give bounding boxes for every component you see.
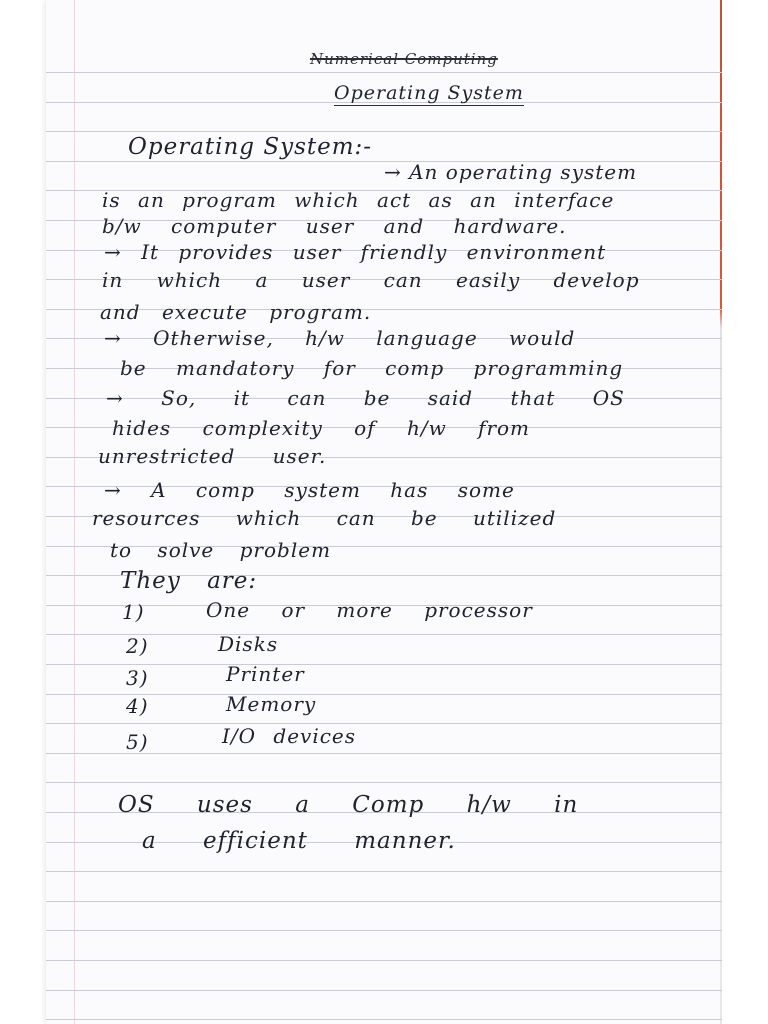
- text-line: unrestricted user.: [98, 444, 327, 468]
- ruled-line: [46, 960, 722, 961]
- ruled-line: [46, 782, 722, 783]
- list-number: 2): [126, 634, 149, 658]
- ruled-line: [46, 930, 722, 931]
- list-item: One or more processor: [206, 598, 533, 622]
- text-line: is an program which act as an interface: [102, 188, 615, 212]
- ruled-line: [46, 901, 722, 902]
- text-line: → So, it can be said that OS: [106, 386, 625, 410]
- text-line: hides complexity of h/w from: [112, 416, 531, 440]
- text-line: → An operating system: [384, 160, 638, 184]
- notebook-page: [46, 0, 722, 1024]
- struck-subject: Numerical Computing: [310, 50, 498, 68]
- conclusion-line: a efficient manner.: [142, 828, 456, 854]
- list-number: 1): [122, 600, 145, 624]
- text-line: They are:: [120, 568, 258, 594]
- list-item: Memory: [226, 692, 317, 716]
- ruled-line: [46, 990, 722, 991]
- text-line: and execute program.: [100, 300, 372, 324]
- list-number: 4): [126, 694, 149, 718]
- text-line: be mandatory for comp programming: [120, 356, 624, 380]
- text-line: → It provides user friendly environment: [104, 240, 607, 264]
- list-item: I/O devices: [222, 724, 357, 748]
- list-item: Printer: [226, 662, 305, 686]
- text-line: → Otherwise, h/w language would: [104, 326, 576, 350]
- text-line: b/w computer user and hardware.: [102, 214, 567, 238]
- ruled-line: [46, 871, 722, 872]
- ruled-line: [46, 664, 722, 665]
- text-line: resources which can be utilized: [92, 506, 557, 530]
- ruled-line: [46, 131, 722, 132]
- ruled-line: [46, 72, 722, 73]
- ruled-line: [46, 1019, 722, 1020]
- text-line: in which a user can easily develop: [102, 268, 640, 292]
- list-number: 5): [126, 730, 149, 754]
- list-number: 3): [126, 666, 149, 690]
- text-line: → A comp system has some: [104, 478, 515, 502]
- section-heading: Operating System:-: [128, 134, 373, 160]
- conclusion-line: OS uses a Comp h/w in: [118, 792, 579, 818]
- text-line: to solve problem: [110, 538, 332, 562]
- page-title: Operating System: [334, 82, 524, 104]
- ruled-line: [46, 723, 722, 724]
- list-item: Disks: [218, 632, 279, 656]
